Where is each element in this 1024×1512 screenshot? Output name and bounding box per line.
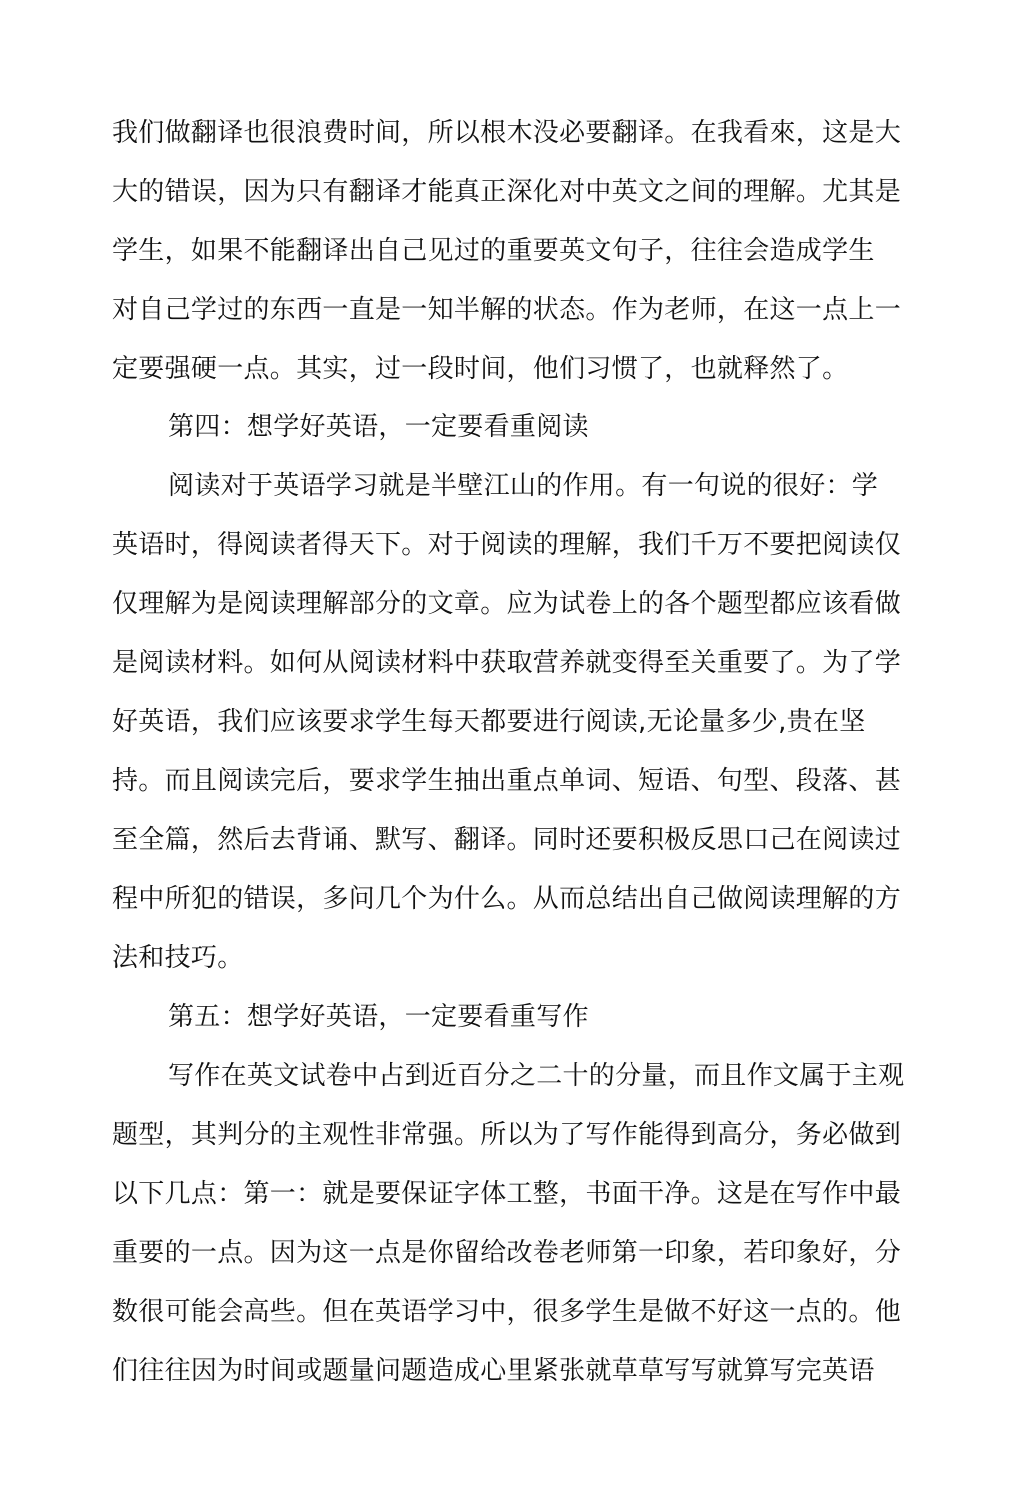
text-line-21: 数很可能会高些。但在英语学习中，很多学生是做不好这一点的。他	[112, 1297, 902, 1327]
text-line-3: 学生，如果不能翻译出自己见过的重要英文句子，往往会造成学生	[112, 236, 875, 266]
section-heading-4: 第四：想学好英语，一定要看重阅读	[168, 412, 589, 442]
text-line-15: 法和技巧。	[112, 943, 244, 973]
text-line-10: 是阅读材料。如何从阅读材料中获取营养就变得至关重要了。为了学	[112, 648, 902, 678]
text-line-8: 英语时，得阅读者得天下。对于阅读的理解，我们千万不要把阅读仅	[112, 530, 902, 560]
text-line-7: 阅读对于英语学习就是半壁江山的作用。有一句说的很好：学	[168, 471, 879, 501]
text-line-4: 对自己学过的东西一直是一知半解的状态。作为老师，在这一点上一	[112, 295, 902, 325]
text-line-19: 以下几点：第一：就是要保证字体工整，书面干净。这是在写作中最	[112, 1179, 902, 1209]
text-line-11: 好英语，我们应该要求学生每天都要进行阅读,无论量多少,贵在坚	[112, 707, 866, 737]
text-line-20: 重要的一点。因为这一点是你留给改卷老师第一印象，若印象好，分	[112, 1238, 902, 1268]
text-line-2: 大的错误，因为只有翻译才能真正深化对中英文之间的理解。尤其是	[112, 177, 902, 207]
text-line-14: 程中所犯的错误，多问几个为什么。从而总结出自己做阅读理解的方	[112, 884, 902, 914]
text-line-1: 我们做翻译也很浪费时间，所以根木没必要翻译。在我看來，这是大	[112, 118, 902, 148]
text-line-12: 持。而且阅读完后，要求学生抽出重点单词、短语、句型、段落、甚	[112, 766, 902, 796]
text-line-18: 题型，其判分的主观性非常强。所以为了写作能得到高分，务必做到	[112, 1120, 902, 1150]
section-heading-5: 第五：想学好英语，一定要看重写作	[168, 1002, 589, 1032]
text-line-5: 定要强硬一点。其实，过一段时间，他们习惯了，也就释然了。	[112, 354, 849, 384]
text-line-9: 仅理解为是阅读理解部分的文章。应为试卷上的各个题型都应该看做	[112, 589, 902, 619]
text-line-17: 写作在英文试卷中占到近百分之二十的分量，而且作文属于主观	[168, 1061, 905, 1091]
text-line-22: 们往往因为时间或题量问题造成心里紧张就草草写写就算写完英语	[112, 1356, 875, 1386]
text-line-13: 至全篇，然后去背诵、默写、翻译。同时还要积极反思口己在阅读过	[112, 825, 902, 855]
